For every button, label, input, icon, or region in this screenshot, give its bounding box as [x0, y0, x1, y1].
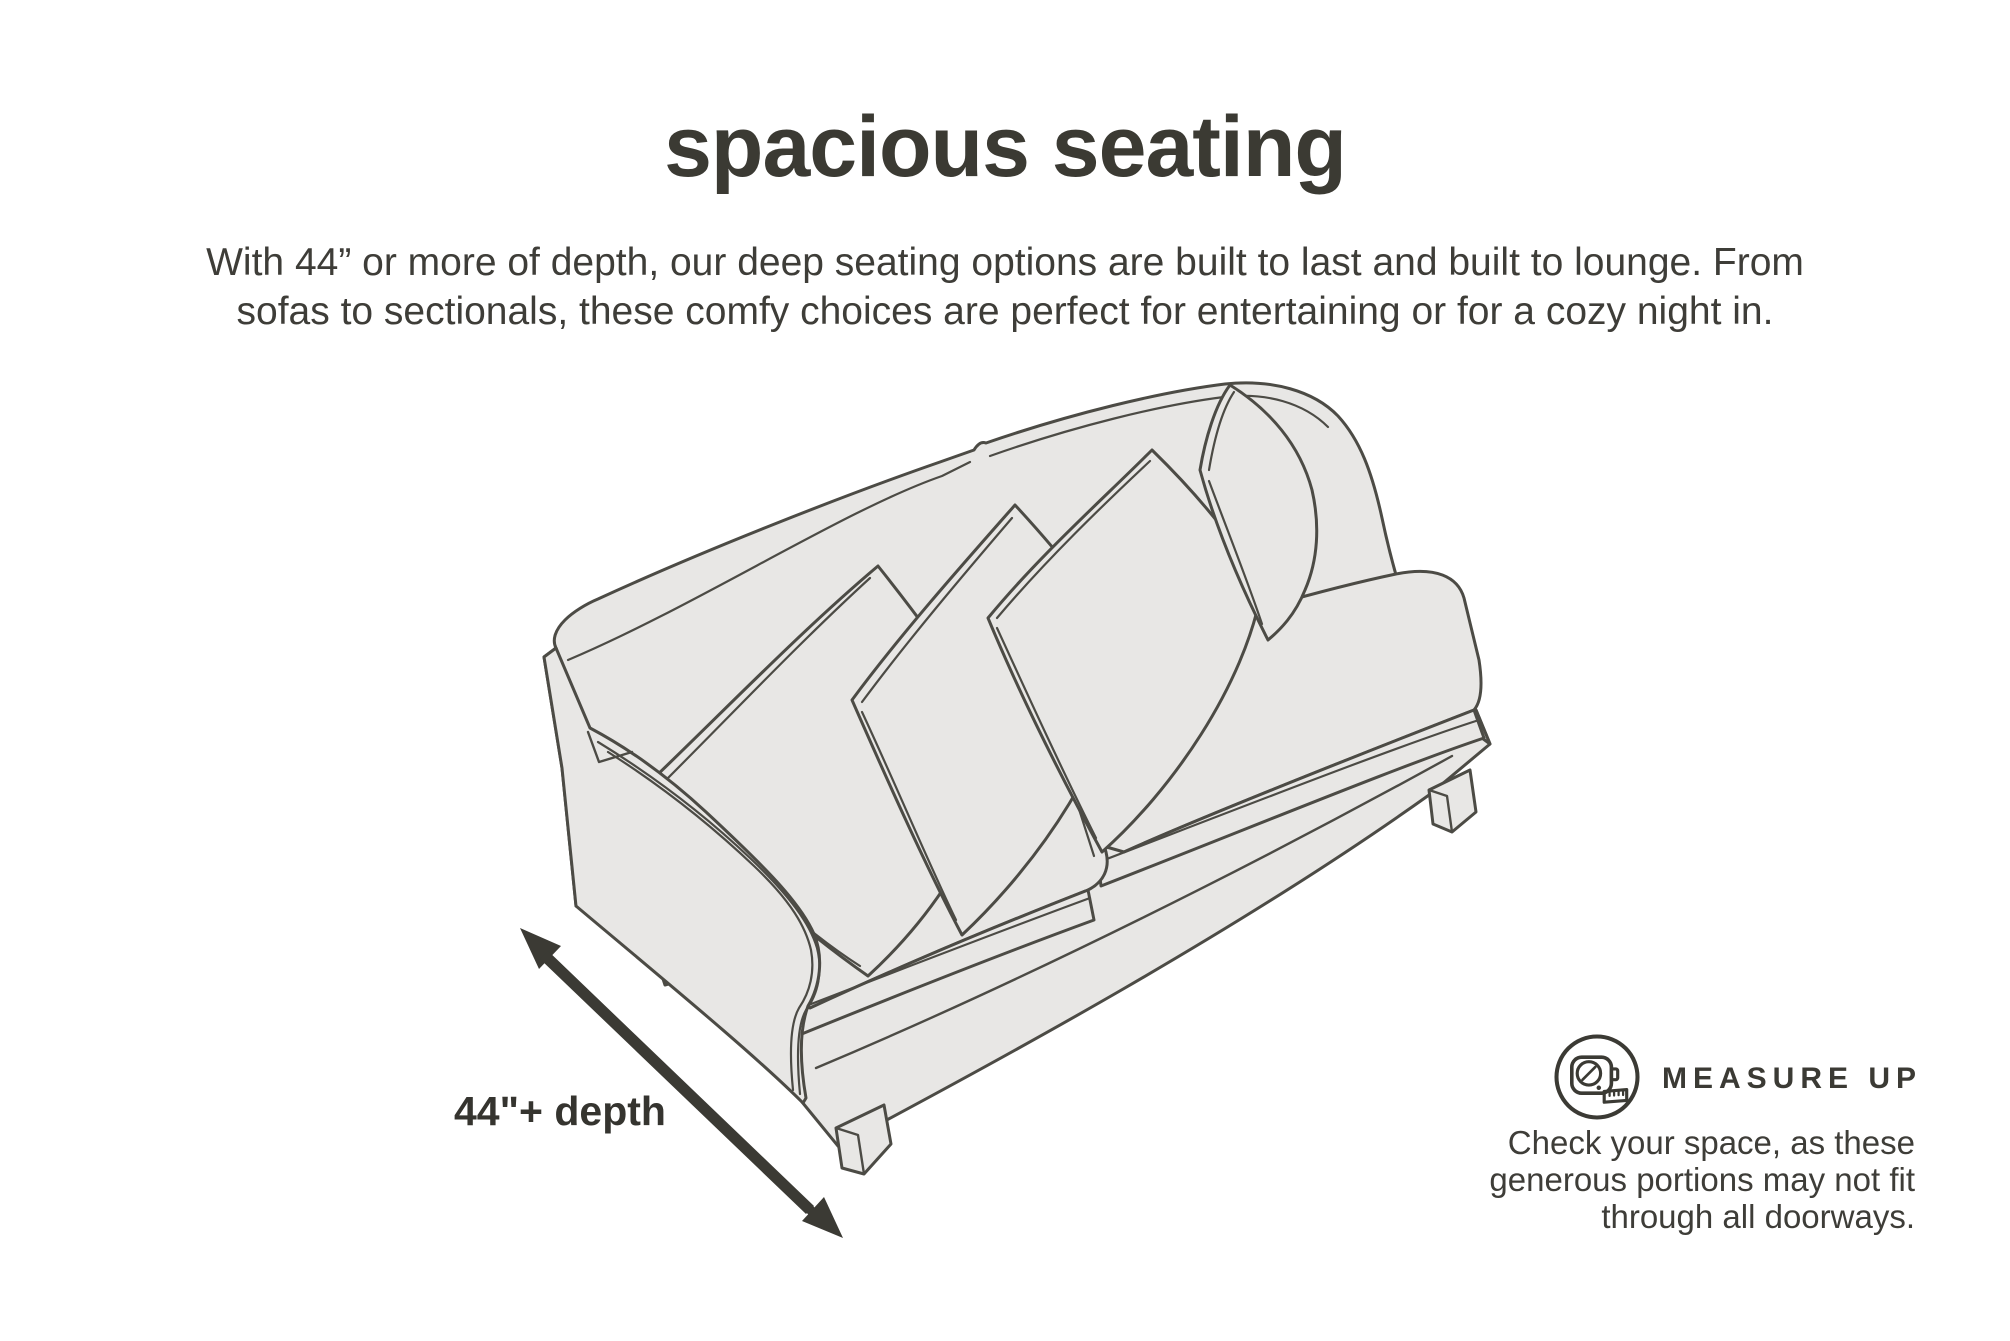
depth-dimension-label: 44"+ depth: [454, 1088, 666, 1134]
measure-up-note: [1410, 1124, 1915, 1235]
page-title: spacious seating: [664, 99, 1346, 195]
measure-up-note-line: through all doorways.: [1601, 1198, 1915, 1235]
subtitle-line: With 44” or more of depth, our deep seating options are built to last and built to lounge. From: [206, 241, 1804, 284]
measure-up-heading: MEASURE UP: [1662, 1062, 1923, 1095]
sofa-line-drawing: [544, 383, 1490, 1174]
measure-up-note-line: generous portions may not fit: [1489, 1161, 1915, 1198]
tape-measure-icon: [1552, 1032, 1642, 1122]
measure-up-note-line: Check your space, as these: [1507, 1124, 1915, 1161]
subtitle-line: sofas to sectionals, these comfy choices are perfect for entertaining or for a cozy night in.: [236, 290, 1774, 333]
